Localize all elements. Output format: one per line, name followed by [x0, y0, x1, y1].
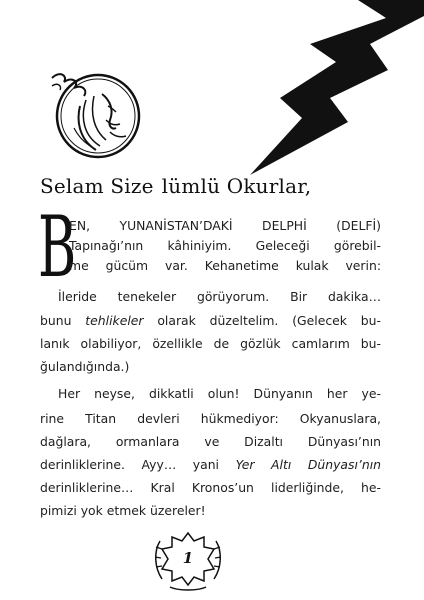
text-line-11 [40, 457, 381, 473]
drop-cap: B [38, 198, 77, 296]
oracle-medallion-icon [50, 66, 146, 162]
text-line-6: lanık olabiliyor, özellikle de gözlük camlarım bu- [40, 336, 381, 351]
greeting-part-2: lümlü Okurlar, [161, 174, 312, 198]
text-line-2: Tapınağı’nın kâhiniyim. Geleceği görebil- [69, 238, 381, 253]
text-line-8: Her neyse, dikkatli olun! Dünyanın her ye- [58, 386, 381, 401]
lightning-bolt-icon [240, 0, 424, 175]
text-line-5 [40, 313, 381, 329]
greeting-part-1: Selam Size [40, 174, 154, 198]
text-line-11b: Yer Altı Dünyası’nın [235, 457, 381, 472]
page-number: 1 [182, 549, 194, 567]
text-line-5a: bunu [40, 313, 86, 328]
text-line-3: me gücüm var. Kehanetime kulak verin: [69, 258, 381, 273]
greeting-heading [40, 174, 311, 198]
text-line-5c: olarak düzeltelim. (Gelecek bu- [143, 313, 381, 328]
text-line-5b: tehlikeler [85, 313, 144, 328]
text-line-12: derinliklerine… Kral Kronos’un liderliğinde, he- [40, 480, 381, 495]
text-line-10: dağlara, ormanlara ve Dizaltı Dünyası’nın [40, 434, 381, 449]
text-line-13: pimizi yok etmek üzereler! [40, 503, 206, 518]
text-line-7: ğulandığında.) [40, 359, 130, 374]
text-line-9: rine Titan devleri hükmediyor: Okyanuslara, [40, 411, 381, 426]
text-line-11a: derinliklerine. Ayy… yani [40, 457, 236, 472]
text-line-4: İleride tenekeler görüyorum. Bir dakika… [58, 289, 381, 304]
text-line-1: EN, YUNANİSTAN’DAKİ DELPHİ (DELFİ) [69, 218, 381, 233]
